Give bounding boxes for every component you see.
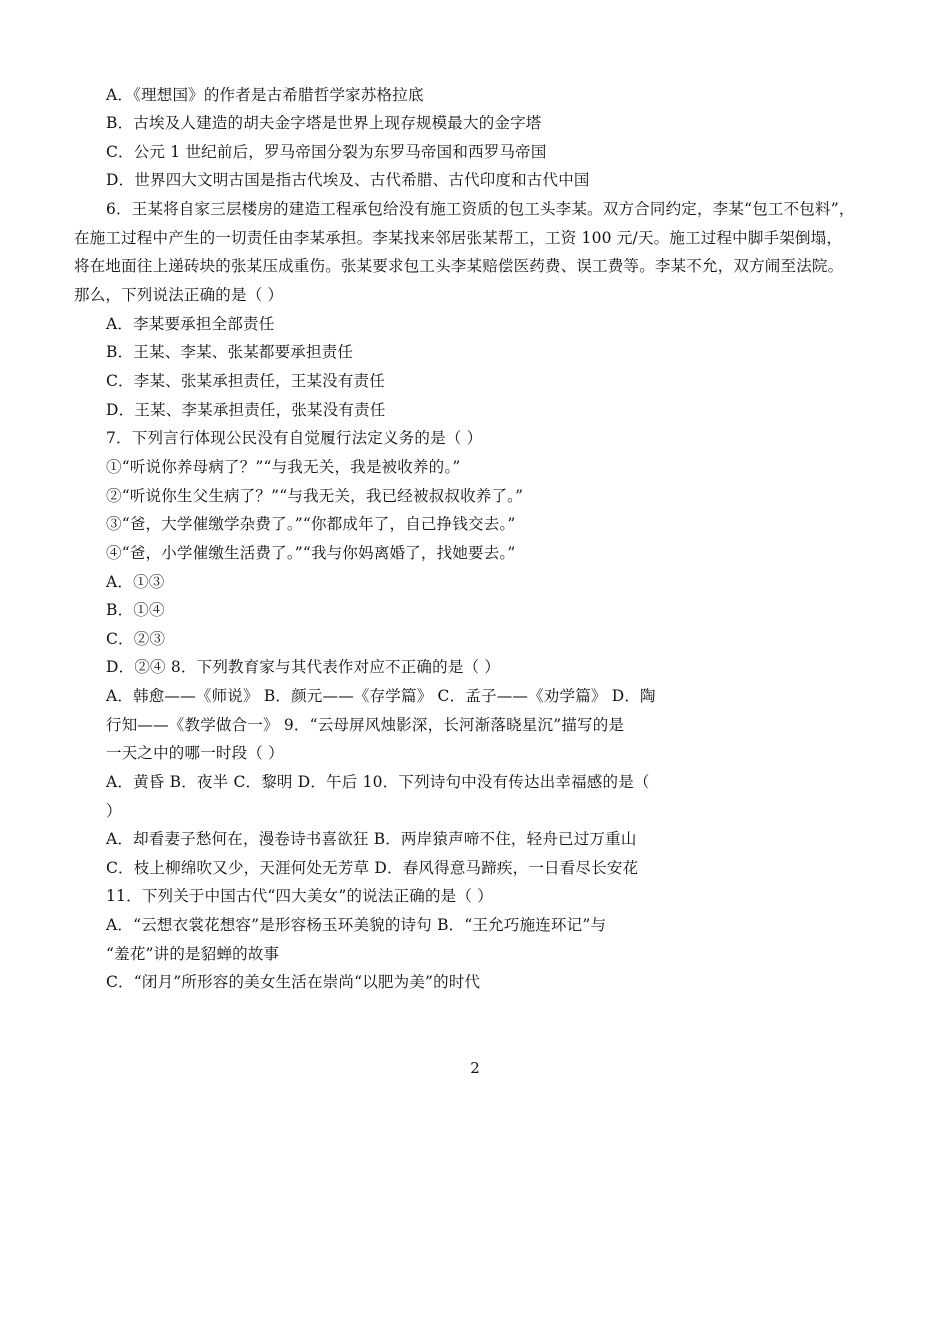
question-6-line-1: 6．王某将自家三层楼房的建造工程承包给没有施工资质的包工头李某。双方合同约定，李某“包工不包料”， bbox=[106, 200, 855, 218]
option-5c: C．公元 1 世纪前后，罗马帝国分裂为东罗马帝国和西罗马帝国 bbox=[106, 143, 547, 161]
option-6a: A．李某要承担全部责任 bbox=[106, 315, 275, 333]
option-6b: B．王某、李某、张某都要承担责任 bbox=[106, 343, 354, 361]
question-9-cont: 一天之中的哪一时段（ ） bbox=[106, 744, 284, 762]
statement-7-4: ④“爸，小学催缴生活费了。”“我与你妈离婚了，找她要去。” bbox=[106, 544, 516, 562]
options-11-ab: A．“云想衣裳花想容”是形容杨玉环美貌的诗句 B．“王允巧施连环记”与 bbox=[106, 916, 607, 934]
option-5d: D．世界四大文明古国是指古代埃及、古代希腊、古代印度和古代中国 bbox=[106, 171, 590, 189]
option-11b-cont: “羞花”讲的是貂蝉的故事 bbox=[106, 945, 280, 963]
option-7a: A．①③ bbox=[106, 573, 165, 591]
option-8d-question-9: 行知——《教学做合一》 9．“云母屏风烛影深，长河渐落晓星沉”描写的是 bbox=[106, 716, 625, 734]
option-7d-question-8: D．②④ 8．下列教育家与其代表作对应不正确的是（ ） bbox=[106, 658, 501, 676]
options-10-cd: C．枝上柳绵吹又少，天涯何处无芳草 D．春风得意马蹄疾，一日看尽长安花 bbox=[106, 859, 639, 877]
option-7b: B．①④ bbox=[106, 601, 165, 619]
question-6-line-4: 那么，下列说法正确的是（ ） bbox=[74, 286, 284, 304]
option-11c: C．“闭月”所形容的美女生活在崇尚“以肥为美”的时代 bbox=[106, 973, 481, 991]
page-number: 2 bbox=[470, 1059, 480, 1077]
statement-7-2: ②“听说你生父生病了？”“与我无关，我已经被叔叔收养了。” bbox=[106, 487, 524, 505]
option-7c: C．②③ bbox=[106, 630, 166, 648]
question-6-line-3: 将在地面往上递砖块的张某压成重伤。张某要求包工头李某赔偿医药费、误工费等。李某不允，双方闹至法院。 bbox=[74, 257, 844, 275]
options-9-question-10: A．黄昏 B．夜半 C．黎明 D．午后 10．下列诗句中没有传达出幸福感的是（ bbox=[106, 773, 650, 791]
statement-7-3: ③“爸，大学催缴学杂费了。”“你都成年了，自己挣钱交去。” bbox=[106, 515, 516, 533]
options-10-ab: A．却看妻子愁何在，漫卷诗书喜欲狂 B．两岸猿声啼不住，轻舟已过万重山 bbox=[106, 830, 637, 848]
option-6c: C．李某、张某承担责任，王某没有责任 bbox=[106, 372, 385, 390]
question-10-cont: ） bbox=[106, 802, 122, 820]
option-6d: D．王某、李某承担责任，张某没有责任 bbox=[106, 401, 386, 419]
options-8: A．韩愈——《师说》 B．颜元——《存学篇》 C．孟子——《劝学篇》 D．陶 bbox=[106, 687, 656, 705]
option-5b: B．古埃及人建造的胡夫金字塔是世界上现存规模最大的金字塔 bbox=[106, 114, 542, 132]
statement-7-1: ①“听说你养母病了？”“与我无关，我是被收养的。” bbox=[106, 458, 461, 476]
question-6-line-2: 在施工过程中产生的一切责任由李某承担。李某找来邻居张某帮工，工资 100 元/天。施工过程中脚手架倒塌， bbox=[74, 229, 843, 247]
question-11: 11．下列关于中国古代“四大美女”的说法正确的是（ ） bbox=[106, 887, 493, 905]
option-5a: A．《理想国》的作者是古希腊哲学家苏格拉底 bbox=[106, 86, 424, 104]
question-7: 7．下列言行体现公民没有自觉履行法定义务的是（ ） bbox=[106, 429, 483, 447]
